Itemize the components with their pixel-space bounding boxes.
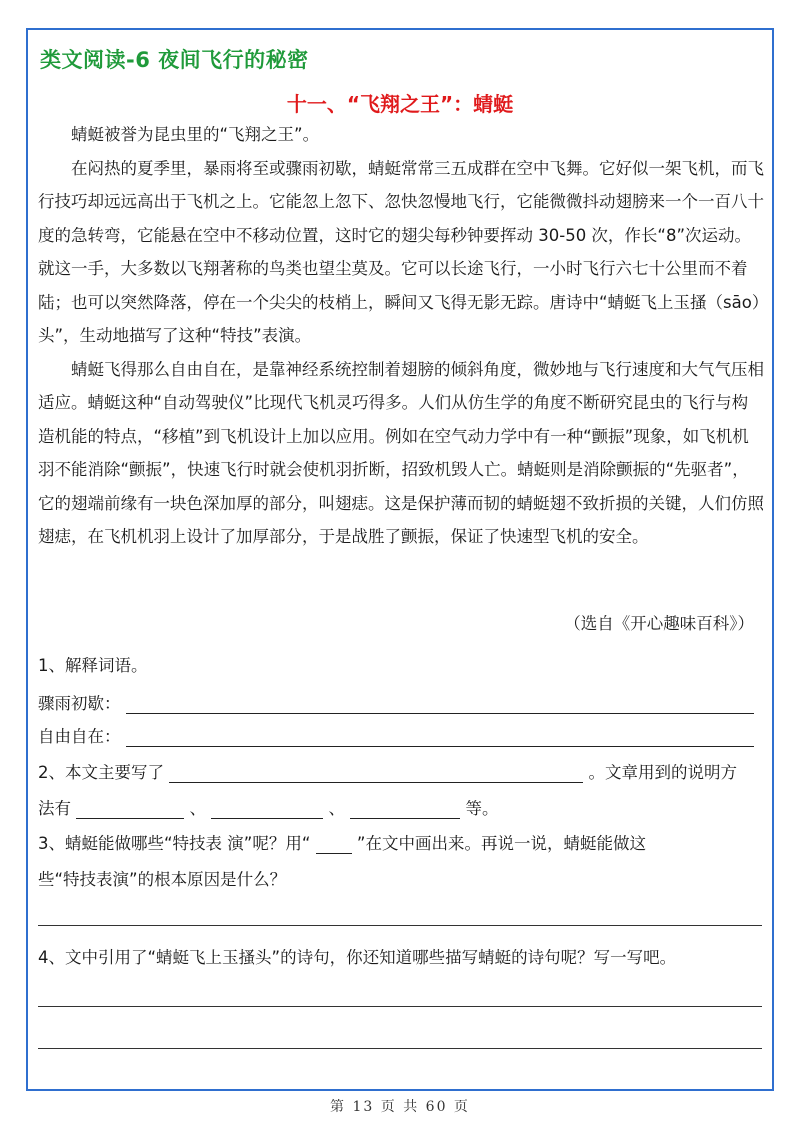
answer-blank[interactable] (126, 695, 754, 714)
article-source: （选自《开心趣味百科》） (564, 614, 754, 633)
article-paragraph-1: 蜻蜓被誉为昆虫里的“飞翔之王”。 (71, 125, 320, 144)
answer-blank[interactable] (169, 764, 583, 783)
question-1-term-1-row (38, 690, 764, 714)
question-2-line-2 (38, 795, 764, 819)
question-3-text-a: 3、蜻蜓能做哪些“特技表 演”呢？用“ (38, 834, 311, 853)
question-2-line-1 (38, 759, 764, 783)
answer-blank[interactable] (211, 800, 323, 819)
answer-line[interactable] (38, 1048, 762, 1049)
question-3-line-2: 些“特技表演”的根本原因是什么？ (38, 870, 287, 889)
page-title: 类文阅读-6 夜间飞行的秘密 (40, 48, 309, 72)
question-1: 1、解释词语。 (38, 656, 148, 675)
question-2-separator: 、 (328, 799, 345, 818)
answer-blank[interactable] (76, 800, 184, 819)
answer-line[interactable] (38, 925, 762, 926)
question-1-term-1: 骤雨初歇： (38, 694, 121, 713)
question-2-separator: 、 (189, 799, 206, 818)
article-paragraph-3: 蜻蜓飞得那么自由自在，是靠神经系统控制着翅膀的倾斜角度，微妙地与飞行速度和大气气压相适应。蜻蜓这种“自动驾驶仪”比现代飞机灵巧得多。人们从仿生学的角度不断研究昆虫的飞行与构造机能的特点，“移植”到飞机设计上加以应用。例如在空气动力学中有一种“颤振”现象，如飞机机羽不能消除“颤振”，快速飞行时就会使机羽折断，招致机毁人亡。蜻蜓则是消除颤振的“先驱者”，它的翅端前缘有一块色深加厚的部分，叫翅痣。这是保护薄而韧的蜻蜓翅不致折损的关键，人们仿照翅痣，在飞机机羽上设计了加厚部分，于是战胜了颤振，保证了快速型飞机的安全。 (38, 359, 764, 546)
answer-blank[interactable] (316, 835, 352, 854)
question-4: 4、文中引用了“蜻蜓飞上玉搔头”的诗句，你还知道哪些描写蜻蜓的诗句呢？写一写吧。 (38, 948, 677, 967)
page-number: 第 13 页 共 60 页 (330, 1099, 470, 1115)
question-1-term-2-row (38, 723, 764, 747)
question-2-text-a: 2、本文主要写了 (38, 763, 164, 782)
article-paragraph-2: 在闷热的夏季里，暴雨将至或骤雨初歇，蜻蜓常常三五成群在空中飞舞。它好似一架飞机，而飞行技巧却远远高出于飞机之上。它能忽上忽下、忽快忽慢地飞行，它能微微抖动翅膀来一个一百八十度的急转弯，它能悬在空中不移动位置，这时它的翅尖每秒钟要挥动 30-50 次，作长“8”次运动。就这一手，大多数以飞翔著称的鸟类也望尘莫及。它可以长途飞行，一小时飞行六七十公里而不着陆；也可以突然降落，停在一个尖尖的枝梢上，瞬间又飞得无影无踪。唐诗中“蜻蜓飞上玉搔（sāo）头”，生动地描写了这种“特技”表演。 (38, 158, 764, 345)
answer-blank[interactable] (350, 800, 460, 819)
answer-line[interactable] (38, 1006, 762, 1007)
question-2-text-c: 法有 (38, 799, 71, 818)
question-3-text-b: ”在文中画出来。再说一说，蜻蜓能做这 (356, 834, 646, 853)
question-2-text-b: 。文章用到的说明方 (588, 763, 737, 782)
question-1-term-2: 自由自在： (38, 727, 121, 746)
section-title: 十一、“飞翔之王”：蜻蜓 (286, 92, 514, 116)
question-2-text-end: 等。 (465, 799, 499, 818)
question-3-line-1 (38, 830, 764, 854)
article-body (38, 118, 764, 554)
answer-blank[interactable] (126, 728, 754, 747)
